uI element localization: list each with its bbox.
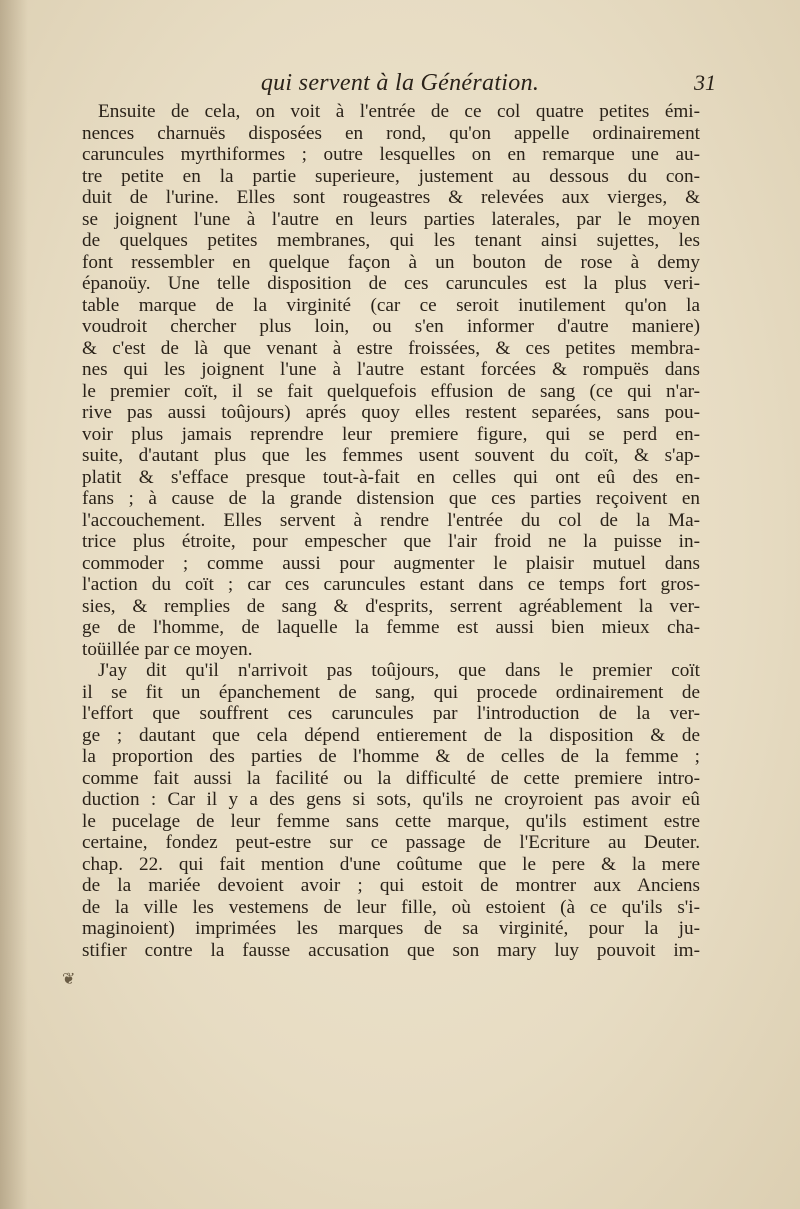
text-line: comme fait aussi la facilité ou la difficulté de cette premiere intro-	[82, 767, 700, 789]
text-line: chap. 22. qui fait mention d'une coûtume que le pere & la mere	[82, 853, 700, 875]
text-line: le premier coït, il se fait quelquefois effusion de sang (ce qui n'ar-	[82, 380, 700, 402]
spine-shadow	[0, 0, 28, 1209]
text-line: maginoient) imprimées les marques de sa virginité, pour la ju-	[82, 918, 700, 939]
page-number: 31	[694, 70, 716, 95]
text-line: & c'est de là que venant à estre froissées, & ces petites membra-	[82, 337, 700, 359]
text-line: toüillée par ce moyen.	[82, 638, 253, 660]
page-header	[80, 70, 720, 100]
text-line: de la mariée devoient avoir ; qui estoit de montrer aux Anciens	[82, 875, 700, 896]
text-line: rive pas aussi toûjours) aprés quoy elles restent separées, sans pou-	[82, 402, 700, 423]
text-line: ge ; dautant que cela dépend entierement de la disposition & de	[82, 724, 700, 746]
text-line: voudroit chercher plus loin, ou s'en informer d'autre maniere)	[82, 316, 700, 337]
text-line: voir plus jamais reprendre leur premiere figure, qui se perd en-	[82, 423, 700, 445]
text-line: l'effort que souffrent ces caruncules par l'introduction de la ver-	[82, 703, 700, 724]
text-line: de la ville les vestemens de leur fille, où estoient (à ce qu'ils s'i-	[82, 896, 700, 918]
text-line: caruncules myrthiformes ; outre lesquelles on en remarque une au-	[82, 144, 700, 165]
text-line: platit & s'efface presque tout-à-fait en celles qui ont eû des en-	[82, 466, 700, 488]
text-line: J'ay dit qu'il n'arrivoit pas toûjours, que dans le premier coït	[98, 660, 700, 681]
text-line: duit de l'urine. Elles sont rougeastres & relevées aux vierges, &	[82, 187, 700, 208]
text-line: commoder ; comme aussi pour augmenter le plaisir mutuel dans	[82, 552, 700, 574]
text-line: la proportion des parties de l'homme & de celles de la femme ;	[82, 746, 700, 767]
text-line: l'action du coït ; car ces caruncules estant dans ce temps fort gros-	[82, 574, 700, 595]
text-line: Ensuite de cela, on voit à l'entrée de ce col quatre petites émi-	[98, 101, 700, 122]
margin-mark-icon: ❦	[62, 969, 76, 988]
text-line: le pucelage de leur femme sans cette marque, qu'ils estiment estre	[82, 810, 700, 832]
text-line: l'accouchement. Elles servent à rendre l'entrée du col de la Ma-	[82, 509, 700, 531]
text-line: trice plus étroite, pour empescher que l'air froid ne la puisse in-	[82, 531, 700, 552]
text-line: stifier contre la fausse accusation que son mary luy pouvoit im-	[82, 939, 700, 961]
text-line: font ressembler en quelque façon à un bouton de rose à demy	[82, 251, 700, 273]
text-line: il se fit un épanchement de sang, qui procede ordinairement de	[82, 681, 700, 703]
text-line: table marque de la virginité (car ce seroit inutilement qu'on la	[82, 294, 700, 316]
text-line: nences charnuës disposées en rond, qu'on appelle ordinairement	[82, 122, 700, 144]
body-text	[82, 101, 700, 961]
text-line: sies, & remplies de sang & d'esprits, serrent agréablement la ver-	[82, 595, 700, 617]
text-line: certaine, fondez peut-estre sur ce passage de l'Ecriture au Deuter.	[82, 832, 700, 853]
text-line: fans ; à cause de la grande distension que ces parties reçoivent en	[82, 488, 700, 509]
text-line: tre petite en la partie superieure, justement au dessous du con-	[82, 165, 700, 187]
text-line: épanoüy. Une telle disposition de ces caruncules est la plus veri-	[82, 273, 700, 294]
running-head: qui servent à la Génération.	[260, 70, 540, 96]
text-line: ge de l'homme, de laquelle la femme est aussi bien mieux cha-	[82, 617, 700, 638]
text-line: nes qui les joignent l'une à l'autre estant forcées & rompuës dans	[82, 359, 700, 380]
text-line: suite, d'autant plus que les femmes usent souvent du coït, & s'ap-	[82, 445, 700, 466]
text-line: de quelques petites membranes, qui les tenant ainsi sujettes, les	[82, 230, 700, 251]
text-line: duction : Car il y a des gens si sots, qu'ils ne croyroient pas avoir eû	[82, 789, 700, 810]
text-line: se joignent l'une à l'autre en leurs parties laterales, par le moyen	[82, 208, 700, 230]
